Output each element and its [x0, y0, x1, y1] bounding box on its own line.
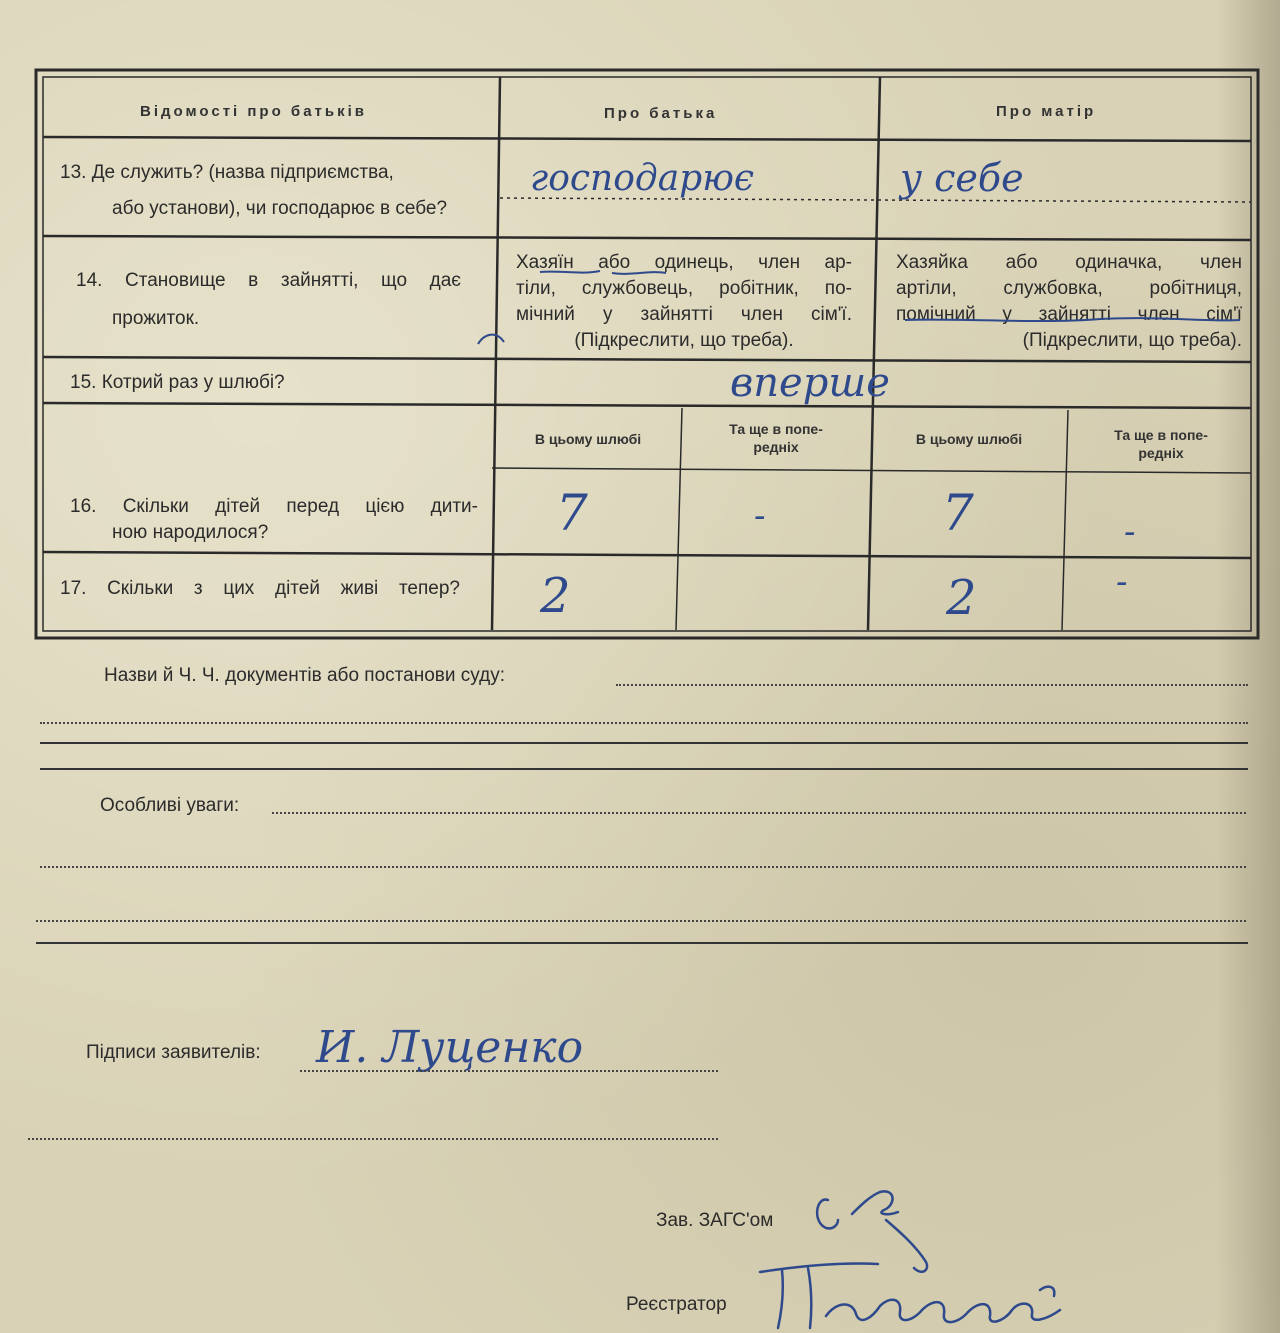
row16-father-this: 7	[556, 484, 588, 542]
row16-label-1: 16. Скільки дітей перед цією дити-	[70, 496, 478, 517]
registrar-signature	[760, 1263, 1060, 1328]
sub-father-prev-line2: редніх	[753, 439, 799, 455]
mother-option-note: (Підкреслити, що треба).	[1022, 330, 1242, 351]
mother-option-line: помічний у зайнятті член сім'ї	[896, 304, 1242, 325]
row16-label-2: ною народилося?	[112, 522, 269, 543]
father-option-line: тіли, службовець, робітник, по-	[516, 278, 852, 299]
row16-mother-prev: -	[1124, 512, 1136, 552]
father-option-note: (Підкреслити, що треба).	[574, 330, 794, 351]
row13-answer-mother: у себе	[900, 156, 1024, 200]
registrar-label: Реєстратор	[626, 1294, 727, 1315]
row17-label: 17. Скільки з цих дітей живі тепер?	[60, 578, 460, 599]
mother-option-line: Хазяйка або одиначка, член	[896, 252, 1242, 273]
row16-father-prev: -	[754, 496, 766, 536]
applicants-label: Підписи заявителів:	[86, 1042, 261, 1063]
header-mother: Про матір	[996, 103, 1097, 120]
father-option-line: мічний у зайнятті член сім'ї.	[516, 304, 852, 325]
sub-mother-this: В цьому шлюбі	[915, 431, 1023, 447]
remarks-label: Особливі уваги:	[100, 795, 240, 816]
head-label: Зав. ЗАГС'ом	[656, 1210, 774, 1231]
sub-father-this: В цьому шлюбі	[534, 431, 642, 447]
header-info: Відомості про батьків	[140, 103, 367, 120]
applicant-signature: И. Луценко	[316, 1022, 584, 1073]
row17-mother-prev: -	[1116, 562, 1128, 602]
row17-father-this: 2	[540, 568, 571, 624]
row17-mother-this: 2	[946, 570, 977, 626]
row15-label: 15. Котрий раз у шлюбі?	[70, 372, 285, 393]
row14-label-1: 14. Становище в зайнятті, що дає	[76, 270, 461, 291]
sub-mother-prev-line2: редніх	[1138, 445, 1184, 461]
row13-label-1: 13. Де служить? (назва підприємства,	[60, 162, 394, 183]
row15-answer: вперше	[730, 360, 890, 406]
head-signature	[817, 1191, 927, 1271]
sub-mother-prev-line1: Та ще в попе-	[1114, 427, 1208, 443]
father-option-line: Хазяїн або одинець, член ар-	[516, 252, 852, 273]
mother-option-line: артіли, службовка, робітниця,	[896, 278, 1242, 299]
header-father: Про батька	[604, 105, 718, 122]
sub-father-prev-line1: Та ще в попе-	[729, 421, 823, 437]
row14-label-2: прожиток.	[112, 308, 200, 329]
row13-answer-father: господарює	[530, 158, 755, 199]
row13-label-2: або установи), чи господарює в себе?	[112, 198, 448, 219]
documents-label: Назви й Ч. Ч. документів або постанови суду:	[104, 665, 505, 686]
row16-mother-this: 7	[942, 484, 974, 542]
